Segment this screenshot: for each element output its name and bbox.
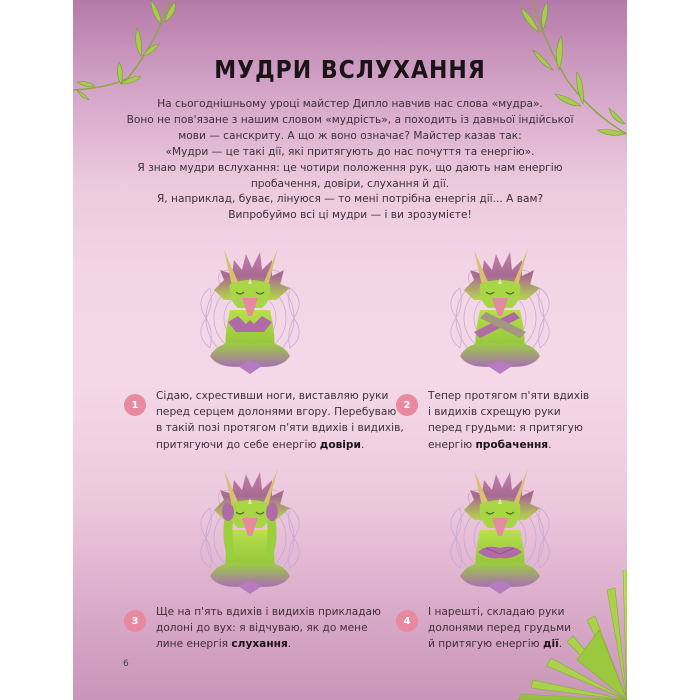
step-text: Ще на п'ять вдихів і видихів прикладаю долоні до вух: я відчуваю, як до мене лине енергія слухання.	[156, 606, 381, 651]
step-number-badge: 2	[396, 394, 418, 416]
step-text: І нарешті, складаю руки долонями перед грудьми й притягую енергію дії.	[428, 606, 571, 651]
energy-keyword: дії	[542, 638, 559, 651]
vine-leaves-top-left-illustration	[73, 0, 183, 100]
intro-line: Я знаю мудри вслухання: це чотири положення рук, що дають нам енергію	[137, 161, 563, 174]
book-page	[73, 0, 627, 700]
page-title: МУДРИ ВСЛУХАННЯ	[214, 56, 486, 85]
character-pose-3-illustration	[180, 460, 320, 600]
intro-line: Воно не пов'язане з нашим словом «мудрість», а походить із давньої індійської	[126, 113, 574, 126]
intro-line: пробачення, довіри, слухання й дії.	[250, 177, 450, 190]
intro-line: Випробуймо всі ці мудри — і ви зрозумієте!	[228, 209, 472, 222]
step-text: Тепер протягом п'яти вдихів і видихів схрещую руки перед грудьми: я притягую енергію пробачення.	[428, 390, 590, 451]
intro-line: Я, наприклад, буває, лінуюся — то мені потрібна енергія дії... А вам?	[156, 193, 544, 206]
step-number-badge: 3	[124, 610, 146, 632]
fern-leaves-bottom-right-illustration	[507, 570, 627, 700]
step-text: Сідаю, схрестивши ноги, виставляю руки перед серцем долонями вгору. Перебуваю в такій позі протягом п'яти вдихів і видихів, притягуючи до себе енергію довіри.	[156, 390, 404, 451]
intro-paragraph	[93, 97, 607, 224]
instruction-step-2	[396, 388, 589, 453]
energy-keyword: пробачення	[475, 438, 549, 451]
instruction-step-3	[124, 604, 381, 653]
character-pose-2-illustration	[430, 240, 570, 380]
intro-line: «Мудри — це такі дії, які притягують до нас почуття та енергію».	[165, 145, 535, 158]
intro-line: мови — санскриту. А що ж воно означає? Майстер казав так:	[178, 129, 522, 142]
step-number-badge: 1	[124, 394, 146, 416]
energy-keyword: довіри	[319, 438, 361, 451]
step-number-badge: 4	[396, 610, 418, 632]
instruction-step-1	[124, 388, 404, 453]
energy-keyword: слухання	[231, 638, 288, 651]
intro-line: На сьогоднішньому уроці майстер Дипло навчив нас слова «мудра».	[157, 98, 543, 110]
page-number: 6	[123, 659, 129, 669]
character-pose-1-illustration	[180, 240, 320, 380]
